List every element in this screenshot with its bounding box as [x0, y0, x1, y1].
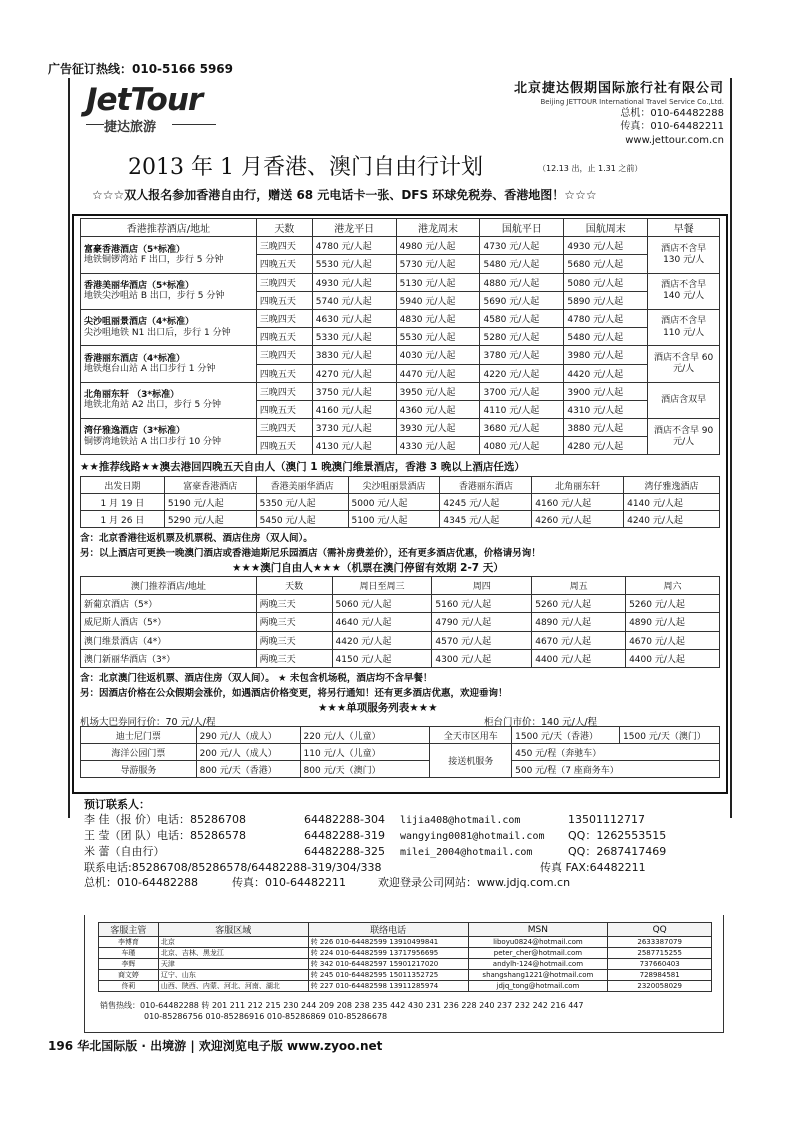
- guide-label: 导游服务: [81, 761, 197, 778]
- hk-price: 3750 元/人起: [312, 382, 396, 400]
- contact-field: QQ：2687417469: [568, 845, 667, 858]
- cs-cell: 天津: [158, 959, 308, 970]
- contact-phones: 联系电话:85286708/85286578/64482288-319/304/338: [84, 861, 382, 874]
- hk-price: 5480 元/人起: [564, 328, 648, 346]
- macau-price: 5260 元/人起: [532, 595, 626, 613]
- hk-table-row: [81, 237, 720, 255]
- contact-field: 64482288-304: [304, 813, 385, 826]
- sales-line-2: 010-85286756 010-85286916 010-85286869 010-85286678: [144, 1012, 388, 1021]
- hk-price: 4080 元/人起: [480, 437, 564, 455]
- hk-days: 三晚四天: [256, 419, 312, 437]
- transfer-price-1: 450 元/程（奔驰车）: [512, 744, 720, 761]
- hk-hotel-address: 地铁铜锣湾站 F 出口，步行 5 分钟: [84, 254, 224, 265]
- macau-row: [81, 649, 720, 667]
- citycar-hk: 1500 元/天（香港）: [512, 727, 620, 744]
- contact-fax2: 传真：010-64482211: [232, 876, 346, 889]
- service-banner: ★★★单项服务列表★★★: [318, 702, 438, 714]
- route-col-header: 香港美丽华酒店: [256, 477, 348, 494]
- transfer-label: 接送机服务: [430, 744, 512, 778]
- contact-field: 13501112717: [568, 813, 645, 826]
- route-price: 5000 元/人起: [348, 494, 440, 511]
- route-note-included: 含：北京香港往返机票及机票税、酒店住房（双人间）。: [80, 533, 313, 544]
- hk-price: 5690 元/人起: [480, 291, 564, 309]
- macau-days: 两晚三天: [256, 649, 332, 667]
- macau-col-header: 天数: [256, 577, 332, 595]
- hk-price: 3780 元/人起: [480, 346, 564, 364]
- hk-price: 5730 元/人起: [396, 255, 480, 273]
- hk-price: 5530 元/人起: [312, 255, 396, 273]
- hk-hotel-cell: [81, 419, 257, 455]
- disney-child: 220 元/人（儿童）: [300, 727, 430, 744]
- hk-price: 5530 元/人起: [396, 328, 480, 346]
- sales-line-1: 销售热线：010-64482288 转 201 211 212 215 230 244 209 208 238 235 442 430 231 236 228 240 237 232 242 216 447: [100, 1001, 584, 1010]
- cs-cell: 李博育: [99, 937, 159, 948]
- service-table: [80, 726, 720, 778]
- macau-note-included: 含：北京澳门往返机票、酒店住房（双人间）。 ★ 未包含机场税，酒店均不含早餐！: [80, 673, 433, 684]
- contacts-section: [84, 797, 688, 890]
- hk-hotel-cell: [81, 273, 257, 309]
- route-date: 1 月 19 日: [81, 494, 165, 511]
- counter-price: 柜台门市价：140 元/人/程: [484, 717, 598, 728]
- hk-price: 4220 元/人起: [480, 364, 564, 382]
- cs-cell: shangshang1221@hotmail.com: [468, 970, 608, 981]
- hk-col-header: 国航周末: [564, 219, 648, 237]
- macau-price: 5260 元/人起: [626, 595, 720, 613]
- hk-price: 5680 元/人起: [564, 255, 648, 273]
- cs-cell: jdjq_tong@hotmail.com: [468, 981, 608, 992]
- macau-note-extra: 另：因酒店价格在公众假期会涨价，如遇酒店价格变更，将另行通知！还有更多酒店优惠，欢迎垂询！: [80, 688, 508, 699]
- cs-cell: 转 226 010-64482599 13910499841: [308, 937, 468, 948]
- contact-field: 64482288-325: [304, 845, 385, 858]
- macau-hotel: 澳门新丽华酒店（3*）: [81, 649, 257, 667]
- contact-email[interactable]: lijia408@hotmail.com: [400, 815, 521, 826]
- cs-row: [99, 970, 712, 981]
- hk-price: 5080 元/人起: [564, 273, 648, 291]
- hk-col-header: 国航平日: [480, 219, 564, 237]
- hk-price: 3950 元/人起: [396, 382, 480, 400]
- cs-cell: 737660403: [608, 959, 712, 970]
- hk-days: 三晚四天: [256, 237, 312, 255]
- macau-price: 5060 元/人起: [332, 595, 432, 613]
- contact-person-row: [84, 844, 688, 860]
- macau-price: 4300 元/人起: [432, 649, 532, 667]
- route-banner: ★★推荐线路★★澳去港回四晚五天自由人（澳门 1 晚澳门维景酒店，香港 3 晚以上酒店任选）: [80, 461, 525, 473]
- hk-price: 4130 元/人起: [312, 437, 396, 455]
- macau-col-header: 周六: [626, 577, 720, 595]
- hk-days: 三晚四天: [256, 382, 312, 400]
- cs-cell: 车瑾: [99, 948, 159, 959]
- hk-price: 4280 元/人起: [564, 437, 648, 455]
- logo-rule-left: [86, 124, 104, 125]
- macau-price: 5160 元/人起: [432, 595, 532, 613]
- company-name-en: Beijing JETTOUR International Travel Service Co.,Ltd.: [540, 97, 724, 106]
- hk-hotel-address: 铜锣湾地铁站 A 出口步行 10 分钟: [84, 436, 222, 447]
- macau-hotel: 威尼斯人酒店（5*）: [81, 613, 257, 631]
- cs-cell: andylh-124@hotmail.com: [468, 959, 608, 970]
- hk-hotel-cell: [81, 237, 257, 273]
- hk-hotel-name: 湾仔雅逸酒店（3*标准）: [84, 426, 185, 437]
- cs-col-header: QQ: [608, 923, 712, 937]
- contact-person-row: [84, 828, 688, 844]
- hk-breakfast: 酒店含双早: [648, 382, 720, 418]
- hk-price: 4270 元/人起: [312, 364, 396, 382]
- contact-field: 米 蕾（自由行）: [84, 845, 165, 858]
- citycar-mo: 1500 元/天（澳门）: [620, 727, 720, 744]
- hk-hotel-cell: [81, 382, 257, 418]
- cs-col-header: 联络电话: [308, 923, 468, 937]
- hk-price: 4110 元/人起: [480, 400, 564, 418]
- route-row: [81, 511, 720, 528]
- cs-col-header: 客服主管: [99, 923, 159, 937]
- hk-price: 4470 元/人起: [396, 364, 480, 382]
- cs-cell: 转 245 010-64482595 15011352725: [308, 970, 468, 981]
- contact-field: QQ：1262553515: [568, 829, 667, 842]
- route-col-header: 出发日期: [81, 477, 165, 494]
- route-col-header: 湾仔雅逸酒店: [624, 477, 720, 494]
- cs-col-header: MSN: [468, 923, 608, 937]
- hk-price: 4880 元/人起: [480, 273, 564, 291]
- contact-field: 李 佳（报 价）电话：85286708: [84, 813, 246, 826]
- route-table: [80, 476, 720, 528]
- company-info: [514, 80, 724, 147]
- ad-hotline: 广告征订热线：010-5166 5969: [48, 62, 234, 76]
- hk-price: 3900 元/人起: [564, 382, 648, 400]
- route-col-header: 富豪香港酒店: [164, 477, 256, 494]
- contact-fax: 传真 FAX:64482211: [540, 861, 646, 874]
- hk-price: 3930 元/人起: [396, 419, 480, 437]
- company-phone: 总机：010-64482288: [620, 107, 724, 119]
- hk-price: 4780 元/人起: [312, 237, 396, 255]
- hk-price: 4580 元/人起: [480, 309, 564, 327]
- hk-price: 4830 元/人起: [396, 309, 480, 327]
- hk-price: 3680 元/人起: [480, 419, 564, 437]
- cs-cell: 2320058029: [608, 981, 712, 992]
- macau-row: [81, 613, 720, 631]
- hk-breakfast: 酒店不含早 110 元/人: [648, 309, 720, 345]
- contact-phones-line: [84, 860, 688, 875]
- hk-hotel-address: 地铁炮台山站 A 出口步行 1 分钟: [84, 364, 216, 374]
- route-price: 4345 元/人起: [440, 511, 532, 528]
- route-col-header: 香港丽东酒店: [440, 477, 532, 494]
- cs-cell: 山西、陕西、内蒙、河北、河南、湖北: [158, 981, 308, 992]
- hk-price: 4030 元/人起: [396, 346, 480, 364]
- hk-col-header: 香港推荐酒店/地址: [81, 219, 257, 237]
- cs-cell: 转 342 010-64482597 15901217020: [308, 959, 468, 970]
- hk-hotel-address: 地铁北角站 A2 出口，步行 5 分钟: [84, 400, 222, 411]
- hk-price: 4930 元/人起: [564, 237, 648, 255]
- route-price: 4260 元/人起: [532, 511, 624, 528]
- hk-breakfast: 酒店不含早 90 元/人: [648, 419, 720, 455]
- cs-cell: 佟莉: [99, 981, 159, 992]
- hk-price: 5480 元/人起: [480, 255, 564, 273]
- airport-bus-price: 机场大巴券同行价：70 元/人/程: [80, 717, 216, 728]
- macau-days: 两晚三天: [256, 631, 332, 649]
- citycar-label: 全天市区用车: [430, 727, 512, 744]
- macau-row: [81, 595, 720, 613]
- hk-hotel-address: 地铁尖沙咀站 B 出口，步行 5 分钟: [84, 291, 225, 302]
- macau-col-header: 周五: [532, 577, 626, 595]
- route-price: 4140 元/人起: [624, 494, 720, 511]
- hk-price: 4630 元/人起: [312, 309, 396, 327]
- macau-price: 4640 元/人起: [332, 613, 432, 631]
- cs-col-header: 客服区域: [158, 923, 308, 937]
- hk-col-header: 天数: [256, 219, 312, 237]
- hk-price: 5280 元/人起: [480, 328, 564, 346]
- cs-cell: 2633387079: [608, 937, 712, 948]
- page-footer: 196 华北国际版 · 出境游 | 欢迎浏览电子版 www.zyoo.net: [48, 1039, 383, 1053]
- hk-col-header: 早餐: [648, 219, 720, 237]
- contact-field: 王 莹（团 队）电话：85286578: [84, 829, 246, 842]
- hk-hotel-name: 香港丽东酒店（4*标准）: [84, 353, 185, 364]
- disney-label: 迪士尼门票: [81, 727, 197, 744]
- hk-price: 5330 元/人起: [312, 328, 396, 346]
- hk-days: 四晚五天: [256, 437, 312, 455]
- hk-breakfast: 酒店不含早 130 元/人: [648, 237, 720, 273]
- hk-price: 3830 元/人起: [312, 346, 396, 364]
- cs-row: [99, 981, 712, 992]
- route-price: 5350 元/人起: [256, 494, 348, 511]
- route-price: 5290 元/人起: [164, 511, 256, 528]
- guide-mo: 800 元/天（澳门）: [300, 761, 430, 778]
- route-price: 4160 元/人起: [532, 494, 624, 511]
- macau-hotel: 新葡京酒店（5*）: [81, 595, 257, 613]
- cs-cell: 转 227 010-64482598 13911285974: [308, 981, 468, 992]
- hk-price: 3700 元/人起: [480, 382, 564, 400]
- route-price: 5450 元/人起: [256, 511, 348, 528]
- contact-email[interactable]: wangying0081@hotmail.com: [400, 831, 545, 842]
- cs-row: [99, 948, 712, 959]
- logo-rule-right: [172, 124, 216, 125]
- macau-col-header: 周日至周三: [332, 577, 432, 595]
- macau-price: 4400 元/人起: [532, 649, 626, 667]
- hk-price: 3730 元/人起: [312, 419, 396, 437]
- hk-breakfast: 酒店不含早 140 元/人: [648, 273, 720, 309]
- contact-field: 64482288-319: [304, 829, 385, 842]
- route-price: 5100 元/人起: [348, 511, 440, 528]
- macau-days: 两晚三天: [256, 613, 332, 631]
- hk-hotel-cell: [81, 346, 257, 382]
- hk-price: 5130 元/人起: [396, 273, 480, 291]
- hk-days: 三晚四天: [256, 273, 312, 291]
- company-fax: 传真：010-64482211: [620, 121, 724, 133]
- cs-cell: 商文婷: [99, 970, 159, 981]
- route-price: 5190 元/人起: [164, 494, 256, 511]
- hk-price: 3880 元/人起: [564, 419, 648, 437]
- route-row: [81, 494, 720, 511]
- hk-hotel-cell: [81, 309, 257, 345]
- hk-price: 4360 元/人起: [396, 400, 480, 418]
- cs-row: [99, 937, 712, 948]
- hk-price: 5890 元/人起: [564, 291, 648, 309]
- title-note: （12.13 出，止 1.31 之前）: [538, 164, 643, 173]
- contacts-heading: 预订联系人：: [84, 798, 150, 811]
- hk-col-header: 港龙平日: [312, 219, 396, 237]
- route-price: 4245 元/人起: [440, 494, 532, 511]
- sales-hotline: [100, 1000, 583, 1022]
- hk-days: 四晚五天: [256, 291, 312, 309]
- hk-table-row: [81, 382, 720, 400]
- macau-price: 4790 元/人起: [432, 613, 532, 631]
- macau-row: [81, 631, 720, 649]
- route-price: 4240 元/人起: [624, 511, 720, 528]
- jettour-logo: JetTour: [86, 82, 203, 118]
- guide-hk: 800 元/天（香港）: [196, 761, 300, 778]
- hk-hotel-table: [80, 218, 720, 455]
- hk-price: 4160 元/人起: [312, 400, 396, 418]
- hk-price: 5940 元/人起: [396, 291, 480, 309]
- hk-price: 4730 元/人起: [480, 237, 564, 255]
- hk-hotel-name: 香港美丽华酒店（5*标准）: [84, 280, 194, 291]
- hk-col-header: 港龙周末: [396, 219, 480, 237]
- macau-banner: ★★★澳门自由人★★★（机票在澳门停留有效期 2-7 天）: [232, 562, 504, 574]
- macau-hotel-table: [80, 576, 720, 668]
- hk-days: 四晚五天: [256, 400, 312, 418]
- macau-days: 两晚三天: [256, 595, 332, 613]
- macau-hotel: 澳门维景酒店（4*）: [81, 631, 257, 649]
- cs-cell: 转 224 010-64482599 13717956695: [308, 948, 468, 959]
- route-note-extra: 另：以上酒店可更换一晚澳门酒店或香港迪斯尼乐园酒店（需补房费差价），还有更多酒店优惠，价格请另询！: [80, 548, 541, 559]
- contact-website[interactable]: 欢迎登录公司网站：www.jdjq.com.cn: [378, 876, 571, 889]
- route-col-header: 尖沙咀丽景酒店: [348, 477, 440, 494]
- cs-cell: 李辉: [99, 959, 159, 970]
- hk-days: 四晚五天: [256, 364, 312, 382]
- cs-row: [99, 959, 712, 970]
- hk-days: 四晚五天: [256, 328, 312, 346]
- cs-cell: 北京、吉林、黑龙江: [158, 948, 308, 959]
- customer-service-table: [98, 922, 712, 992]
- hk-days: 三晚四天: [256, 309, 312, 327]
- hk-table-row: [81, 346, 720, 364]
- contact-person-row: [84, 812, 688, 828]
- route-date: 1 月 26 日: [81, 511, 165, 528]
- ocean-adult: 200 元/人（成人）: [196, 744, 300, 761]
- cs-cell: 北京: [158, 937, 308, 948]
- macau-price: 4890 元/人起: [626, 613, 720, 631]
- hk-table-row: [81, 419, 720, 437]
- hk-hotel-name: 尖沙咀丽景酒店（4*标准）: [84, 317, 194, 328]
- cs-cell: liboyu0824@hotmail.com: [468, 937, 608, 948]
- hk-price: 5740 元/人起: [312, 291, 396, 309]
- hk-price: 4330 元/人起: [396, 437, 480, 455]
- contact-email[interactable]: milei_2004@hotmail.com: [400, 847, 533, 858]
- cs-cell: 2587715255: [608, 948, 712, 959]
- hk-hotel-address: 尖沙咀地铁 N1 出口后，步行 1 分钟: [84, 327, 231, 338]
- macau-price: 4570 元/人起: [432, 631, 532, 649]
- page-title: 2013 年 1 月香港、澳门自由行计划: [128, 155, 483, 180]
- contact-switchboard: 总机：010-64482288: [84, 876, 198, 889]
- hk-table-row: [81, 309, 720, 327]
- macau-price: 4670 元/人起: [532, 631, 626, 649]
- hk-breakfast: 酒店不含早 60 元/人: [648, 346, 720, 382]
- hk-days: 三晚四天: [256, 346, 312, 364]
- hk-hotel-name: 北角丽东轩 （3*标准）: [84, 390, 180, 401]
- hk-price: 4930 元/人起: [312, 273, 396, 291]
- hk-price: 3980 元/人起: [564, 346, 648, 364]
- hk-days: 四晚五天: [256, 255, 312, 273]
- macau-col-header: 周四: [432, 577, 532, 595]
- cs-cell: peter_cher@hotmail.com: [468, 948, 608, 959]
- ocean-label: 海洋公园门票: [81, 744, 197, 761]
- hk-table-row: [81, 273, 720, 291]
- hk-hotel-name: 富豪香港酒店（5*标准）: [84, 244, 185, 255]
- cs-cell: 728984581: [608, 970, 712, 981]
- company-web: www.jettour.com.cn: [625, 134, 724, 146]
- transfer-price-2: 500 元/程（7 座商务车）: [512, 761, 720, 778]
- cs-cell: 辽宁、山东: [158, 970, 308, 981]
- contact-switchboard-line: [84, 875, 688, 890]
- ocean-child: 110 元/人（儿童）: [300, 744, 430, 761]
- disney-adult: 290 元/人（成人）: [196, 727, 300, 744]
- macau-price: 4890 元/人起: [532, 613, 626, 631]
- hk-price: 4420 元/人起: [564, 364, 648, 382]
- route-col-header: 北角丽东轩: [532, 477, 624, 494]
- company-name: 北京捷达假期国际旅行社有限公司: [513, 81, 724, 96]
- promo-line: ☆☆☆双人报名参加香港自由行，赠送 68 元电话卡一张、DFS 环球免税券、香港地图！☆☆☆: [92, 188, 597, 202]
- hk-price: 4980 元/人起: [396, 237, 480, 255]
- macau-col-header: 澳门推荐酒店/地址: [81, 577, 257, 595]
- macau-price: 4670 元/人起: [626, 631, 720, 649]
- macau-price: 4400 元/人起: [626, 649, 720, 667]
- hk-price: 4310 元/人起: [564, 400, 648, 418]
- macau-price: 4420 元/人起: [332, 631, 432, 649]
- hk-price: 4780 元/人起: [564, 309, 648, 327]
- logo-subtitle: 捷达旅游: [104, 120, 157, 135]
- macau-price: 4150 元/人起: [332, 649, 432, 667]
